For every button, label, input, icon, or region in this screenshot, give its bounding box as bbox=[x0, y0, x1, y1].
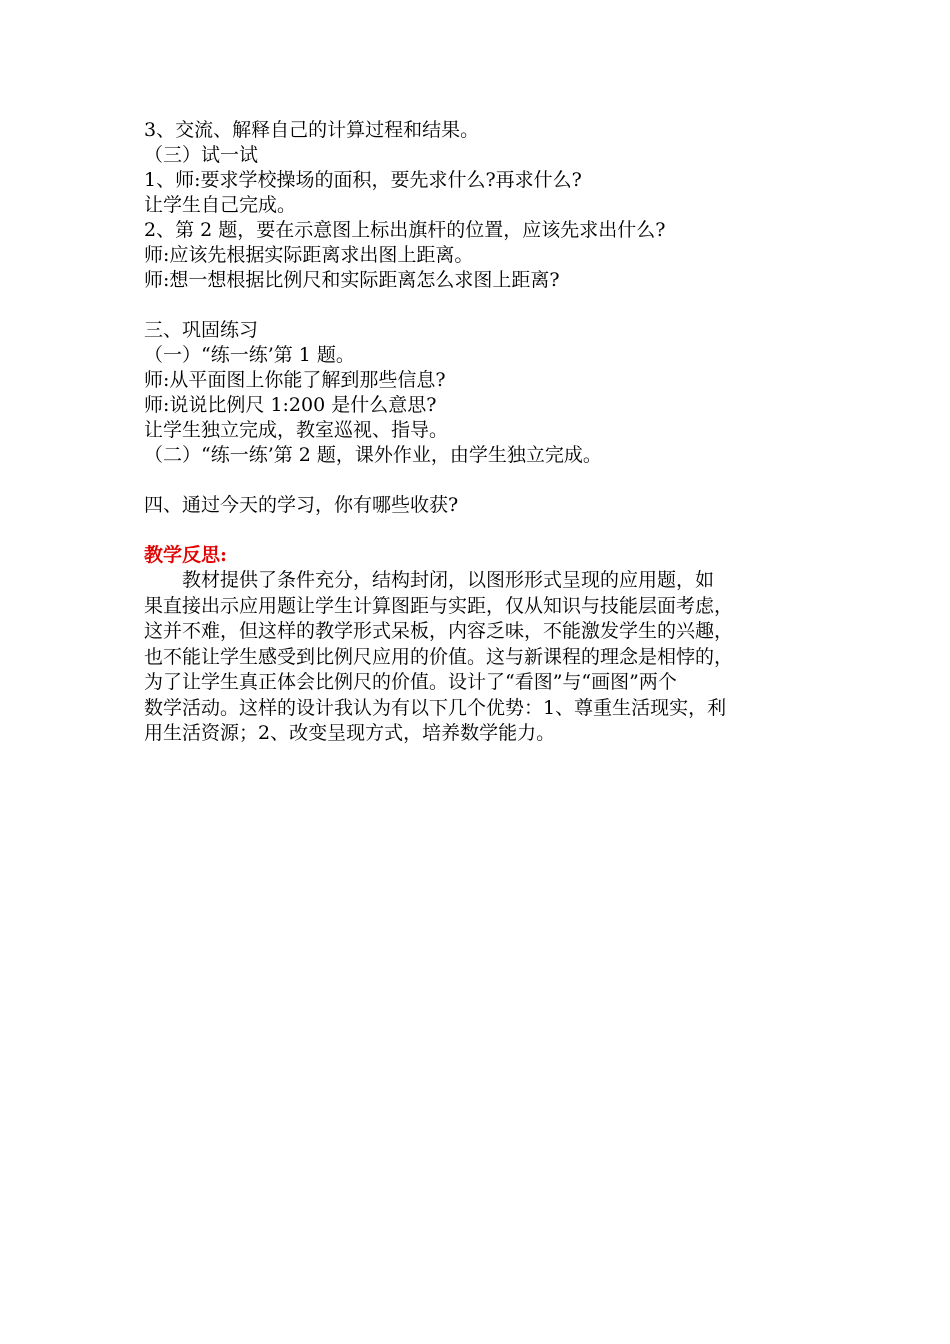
blank-line bbox=[144, 293, 820, 318]
paragraph-line: 数学活动。这样的设计我认为有以下几个优势：1、尊重生活现实，利 bbox=[144, 696, 727, 719]
section-heading-consolidation: 三、巩固练习 bbox=[144, 319, 259, 341]
text-line: 师:说说比例尺 1:200 是什么意思? bbox=[144, 394, 437, 416]
text-line: 让学生独立完成，教室巡视、指导。 bbox=[144, 419, 449, 441]
text-line: 3、交流、解释自己的计算过程和结果。 bbox=[144, 119, 480, 141]
paragraph-line: 为了让学生真正体会比例尺的价值。设计了“看图”与“画图”两个 bbox=[144, 671, 677, 693]
paragraph-line: 这并不难，但这样的教学形式呆板，内容乏味，不能激发学生的兴趣， bbox=[144, 620, 734, 642]
text-line: 师:应该先根据实际距离求出图上距离。 bbox=[144, 244, 474, 266]
text-line: （二）“练一练’第 2 题，课外作业，由学生独立完成。 bbox=[144, 444, 602, 466]
text-line: 师:从平面图上你能了解到那些信息? bbox=[144, 369, 446, 391]
text-line: 2、第 2 题，要在示意图上标出旗杆的位置，应该先求出什么? bbox=[144, 219, 666, 241]
reflection-heading: 教学反思: bbox=[144, 544, 228, 566]
text-line: 让学生自己完成。 bbox=[144, 194, 297, 216]
blank-line bbox=[144, 468, 820, 493]
paragraph-line: 也不能让学生感受到比例尺应用的价值。这与新课程的理念是相悖的， bbox=[144, 645, 734, 668]
subheading-try-it: （三）试一试 bbox=[144, 144, 259, 166]
paragraph-line: 用生活资源；2、改变呈现方式，培养数学能力。 bbox=[144, 722, 556, 744]
section-heading-summary: 四、通过今天的学习，你有哪些收获? bbox=[144, 494, 459, 516]
blank-line bbox=[144, 518, 820, 543]
section-reflection bbox=[144, 543, 820, 747]
text-line: 师:想一想根据比例尺和实际距离怎么求图上距离? bbox=[144, 269, 560, 291]
reflection-paragraph bbox=[144, 568, 820, 747]
paragraph-line: 教材提供了条件充分，结构封闭，以图形形式呈现的应用题，如 bbox=[182, 569, 715, 591]
section-consolidation bbox=[144, 318, 820, 468]
document-page bbox=[144, 118, 820, 747]
text-line: 1、师:要求学校操场的面积，要先求什么?再求什么? bbox=[144, 169, 582, 191]
section-practice-steps bbox=[144, 118, 820, 293]
text-line: （一）“练一练’第 1 题。 bbox=[144, 344, 355, 366]
paragraph-line: 果直接出示应用题让学生计算图距与实距，仅从知识与技能层面考虑， bbox=[144, 594, 734, 617]
